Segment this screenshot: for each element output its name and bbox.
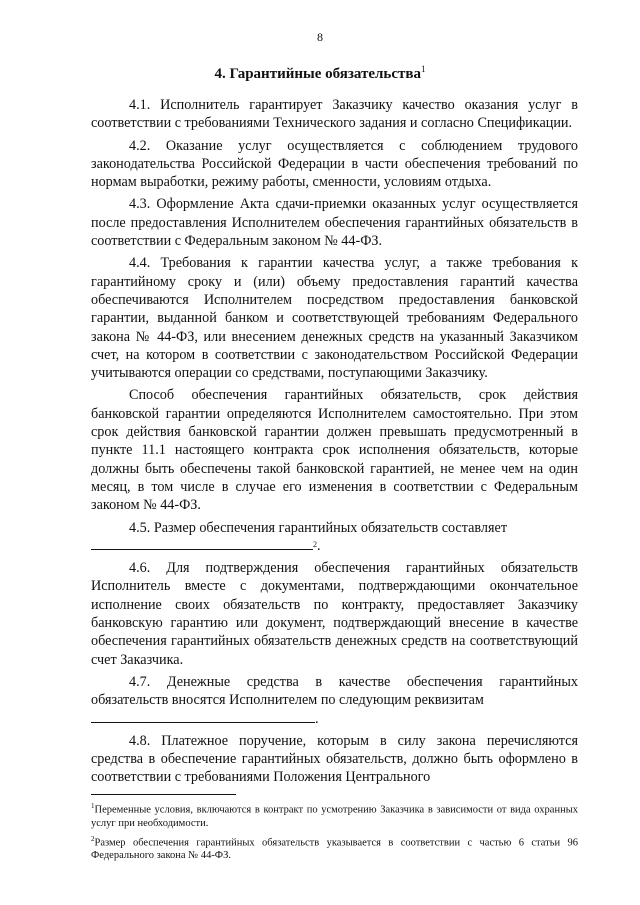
page-number: 8 bbox=[317, 30, 323, 44]
paragraph-4-2: 4.2. Оказание услуг осуществляется с соблюдением трудового законодательства Российской Федерации в части обеспечения требований по нормам выработки, режиму работы, сменности, условиям отдыха. bbox=[91, 137, 578, 191]
paragraph-4-7-text: 4.7. Денежные средства в качестве обеспечения гарантийных обязательств вносятся Исполнителем по следующим реквизитам bbox=[91, 673, 578, 709]
footnote-separator bbox=[91, 794, 236, 795]
paragraph-4-5: 4.5. Размер обеспечения гарантийных обязательств составляет $^2$. bbox=[91, 519, 578, 556]
footnotes bbox=[91, 800, 578, 865]
footnote-1 bbox=[91, 800, 578, 830]
footnote-2-mark: 2 bbox=[91, 834, 95, 843]
paragraph-4-3: 4.3. Оформление Акта сдачи-приемки оказанных услуг осуществляется после предоставления Исполнителем обеспечения гарантийных обязательств в соответствии с Федеральным законом № 44-ФЗ. bbox=[91, 196, 578, 250]
paragraph-4-1: 4.1. Исполнитель гарантирует Заказчику качество оказания услуг в соответствии с требованиями Технического задания и согласно Спецификации. bbox=[91, 97, 578, 132]
fill-in-blank bbox=[91, 537, 313, 550]
paragraph-4-4: 4.4. Требования к гарантии качества услуг, а также требования к гарантийному сроку и (или) объему предоставления гарантий качества обеспечиваются Исполнителем посредством предоставления банковской гарантии, выданной банком и соответствующей требованиям Федерального закона № 44-ФЗ, или внесением денежных средств на указанный Заказчиком счет, на котором в соответствии с законодательством Российской Федерации учитываются операции со средствами, поступающими Заказчику. bbox=[91, 255, 578, 382]
requisites-blank bbox=[91, 710, 315, 723]
footnote-ref-2: 2 bbox=[313, 539, 317, 549]
paragraph-4-7: 4.7. Денежные средства в качестве обеспечения гарантийных обязательств вносятся Исполнителем по следующим реквизитам . bbox=[91, 673, 578, 727]
paragraph-4-6: 4.6. Для подтверждения обеспечения гарантийных обязательств Исполнитель вместе с документами, подтверждающими окончательное исполнение своих обязательств по контракту, предоставляет Заказчику банковскую гарантию или документ, подтверждающий внесение в качестве обеспечения гарантийных обязательств денежных средств на соответствующий счет Заказчика. bbox=[91, 560, 578, 668]
footnote-2 bbox=[91, 833, 578, 863]
footnote-1-text: Переменные условия, включаются в контракт по усмотрению Заказчика в зависимости от вида охранных услуг при необходимости. bbox=[91, 804, 578, 829]
paragraph-4-5-text: 4.5. Размер обеспечения гарантийных обязательств составляет bbox=[129, 519, 508, 536]
paragraph-guarantee-method: Способ обеспечения гарантийных обязательств, срок действия банковской гарантии определяются Исполнителем самостоятельно. При этом срок действия банковской гарантии должен превышать предусмотренный в пункте 11.1 настоящего контракта срок исполнения обязательств, которые должны быть обеспечены такой банковской гарантией, не менее чем на один месяц, в том числе в случае его изменения в соответствии с Федеральным законом № 44-ФЗ. bbox=[91, 387, 578, 514]
title-footnote-ref: 1 bbox=[421, 64, 426, 74]
section-title bbox=[0, 64, 640, 83]
footnote-2-text: Размер обеспечения гарантийных обязательств указывается в соответствии с частью 6 статьи 96 Федерального закона № 44-ФЗ. bbox=[91, 837, 578, 861]
section-body bbox=[91, 96, 578, 791]
paragraph-4-8: 4.8. Платежное поручение, которым в силу закона перечисляются средства в обеспечение гарантийных обязательств, должно быть оформлено в соответствии с требованиями Положения Центрального bbox=[91, 732, 578, 786]
footnote-1-mark: 1 bbox=[91, 802, 95, 810]
section-title-text: 4. Гарантийные обязательства bbox=[214, 66, 421, 82]
